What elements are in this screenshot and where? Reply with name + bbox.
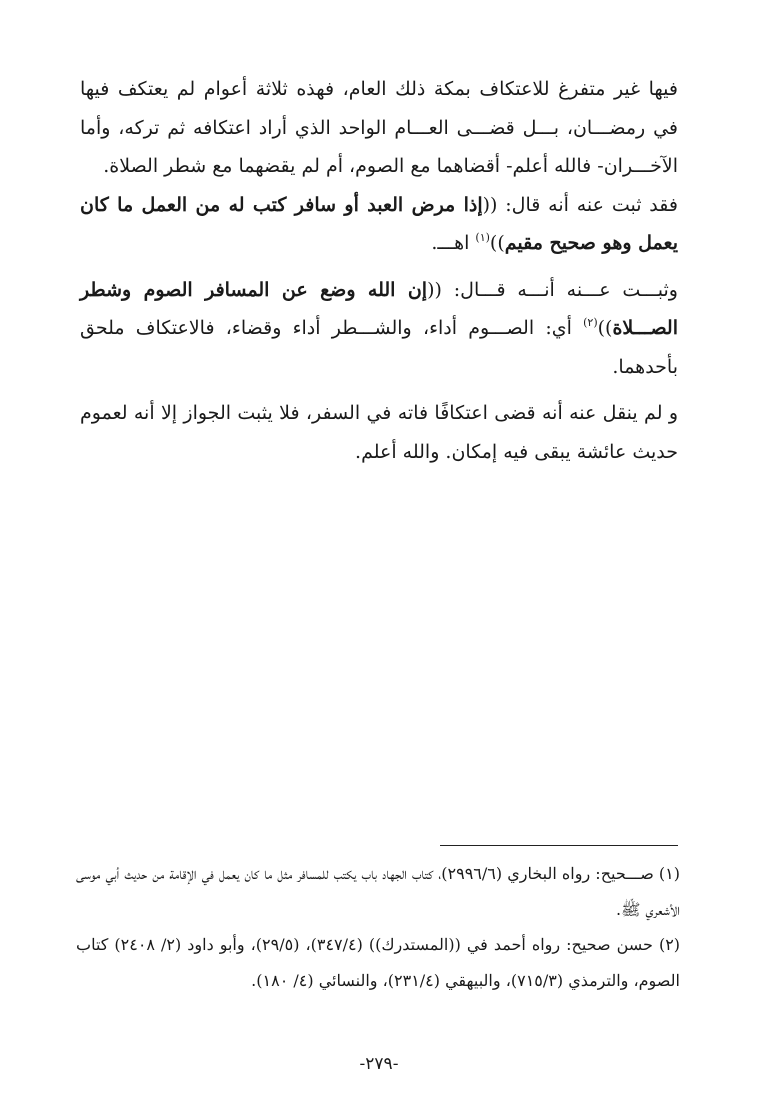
paragraph-2 [80, 186, 678, 263]
footnote-ref-2: (٢) [583, 316, 598, 329]
paragraph-2-end: اهـــ. [431, 232, 476, 254]
footnote-2: (٢) حسن صحيح: رواه أحمد في ((المستدرك)) (٣٤٧/٤)، (٢٩/٥)، وأبو داود (٢/ ٢٤٠٨) كتاب الصوم، والترمذي (٧١٥/٣)، والبيهقي (٢٣١/٤)، والنسائي (٤/ ١٨٠). [76, 935, 681, 990]
paragraph-3-rest: أي: الصـــوم أداء، والشـــطر أداء وقضاء، فالاعتكاف ملحق بأحدهما. [80, 317, 678, 378]
quote-close-1: )) [489, 232, 505, 254]
paragraph-3-intro: وثبـــت عـــنه أنـــه قـــال: (( [427, 278, 678, 301]
footnote-1: (١) صـــحيح: رواه البخاري (٢٩٩٦/٦)، كتاب الجهاد باب يكتب للمسافر مثل ما كان يعمل في الإقامة من حديث أبي موسى الأشعري ﷺ. [76, 864, 681, 919]
footnote-separator [440, 845, 678, 846]
footnote-ref-1: (١) [475, 231, 490, 244]
hadith-quote-2: إن الله وضع عن المسافر الصوم وشطر الصـــلاة [80, 278, 678, 339]
paragraph-2-intro: فقد ثبت عنه أنه قال: (( [482, 193, 678, 216]
main-text [80, 70, 678, 471]
quote-close-2: )) [597, 317, 613, 339]
paragraph-1: فيها غير متفرغ للاعتكاف بمكة ذلك العام، فهذه ثلاثة أعوام لم يعتكف فيها في رمضـــان، بـــل قضـــى العـــام الواحد الذي أراد اعتكافه ثم تركه، وأما الآخـــران- فالله أعلم- أقضاهما مع الصوم، أم لم يقضهما مع شطر الصلاة. [80, 78, 678, 177]
page-number: -٢٧٩- [359, 1054, 399, 1074]
paragraph-4: و لم ينقل عنه أنه قضى اعتكافًا فاته في السفر، فلا يثبت الجواز إلا أنه لعموم حديث عائشة يبقى فيه إمكان. والله أعلم. [80, 402, 678, 463]
footnotes [76, 856, 680, 998]
paragraph-3 [80, 271, 678, 387]
hadith-quote-1: إذا مرض العبد أو سافر كتب له من العمل ما كان يعمل وهو صحيح مقيم [80, 193, 678, 254]
